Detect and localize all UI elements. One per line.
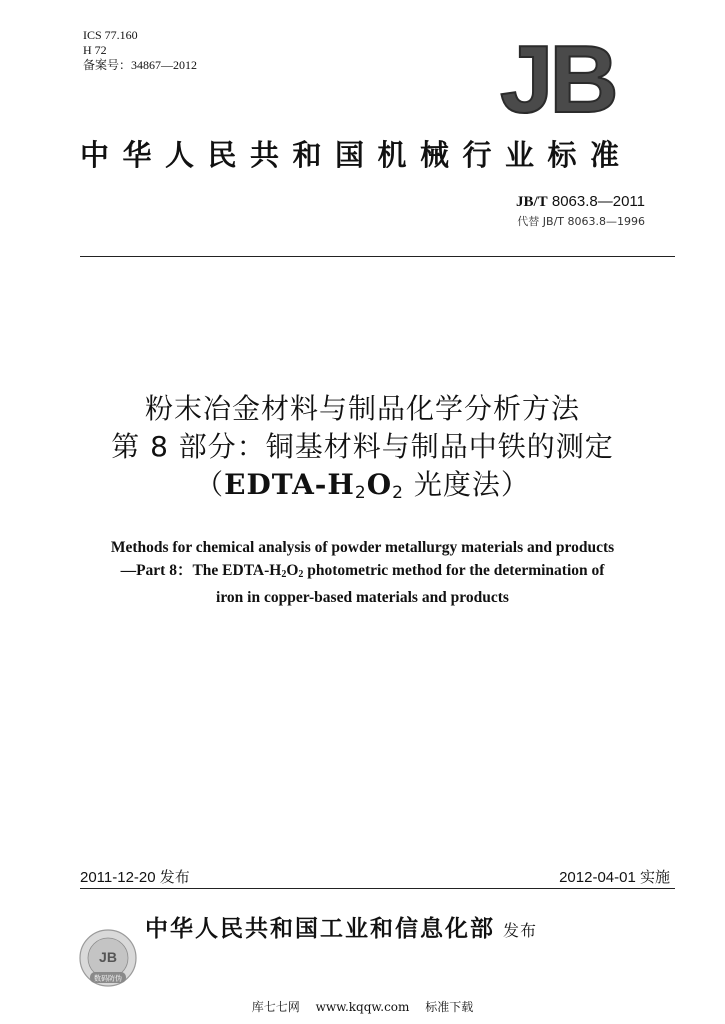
jb-logo-text: JB — [500, 40, 615, 118]
chinese-title-line-3 — [0, 466, 725, 512]
bracket-open: （ — [195, 468, 225, 501]
english-title-line-1: Methods for chemical analysis of powder metallurgy materials and products — [110, 539, 615, 556]
standard-number-value: 8063.8—2011 — [551, 193, 645, 210]
publisher — [145, 910, 537, 943]
footer-tagline: 标准下载 — [425, 1000, 474, 1014]
formula-sub-1: 2 — [354, 483, 367, 503]
english-sub-2: 2 — [298, 569, 304, 580]
standard-number-prefix: JB/T — [516, 194, 548, 210]
anti-counterfeit-seal — [70, 928, 146, 990]
english-title — [0, 536, 725, 609]
english-line-2-c: photometric method for the determination of — [303, 562, 605, 579]
chinese-title-line-2: 第 8 部分：铜基材料与制品中铁的测定 — [111, 430, 614, 463]
classification-code: H 72 — [83, 43, 107, 57]
english-title-line-3: iron in copper-based materials and products — [216, 589, 509, 606]
publisher-name: 中华人民共和国工业和信息化部 — [145, 916, 495, 942]
formula-sub-2: 2 — [392, 483, 404, 503]
seal-label: 数码防伪 — [94, 974, 122, 983]
bottom-divider — [80, 888, 675, 889]
formula-part-b: O — [366, 468, 393, 501]
top-divider — [80, 256, 675, 257]
english-line-2-a: —Part 8：The EDTA-H — [120, 562, 282, 579]
formula-part-a: EDTA-H — [224, 468, 355, 501]
ics-code: ICS 77.160 — [83, 28, 138, 42]
method-name: 光度法） — [403, 468, 530, 501]
standard-number — [516, 193, 645, 211]
english-line-2-b: O — [286, 562, 299, 579]
implementation-date: 2012-04-01 实施 — [559, 869, 670, 886]
seal-mark: JB — [99, 949, 117, 965]
footer-url[interactable]: www.kqqw.com — [315, 1000, 410, 1014]
english-title-line-2 — [0, 559, 725, 586]
chinese-title — [0, 390, 725, 512]
replaces-standard: 代替 JB/T 8063.8—1996 — [517, 215, 645, 228]
publisher-action: 发布 — [503, 921, 538, 940]
footer-site-name: 库七七网 — [251, 1000, 300, 1014]
jb-logo — [498, 40, 648, 118]
chinese-title-line-1: 粉末冶金材料与制品化学分析方法 — [144, 392, 580, 425]
english-sub-1: 2 — [281, 569, 287, 580]
standard-category-title: 中华人民共和国机械行业标准 — [80, 138, 633, 172]
footer — [0, 998, 725, 1015]
record-number: 备案号：34867—2012 — [83, 58, 198, 72]
document-meta — [83, 28, 197, 73]
issue-date: 2011-12-20 发布 — [80, 869, 190, 886]
